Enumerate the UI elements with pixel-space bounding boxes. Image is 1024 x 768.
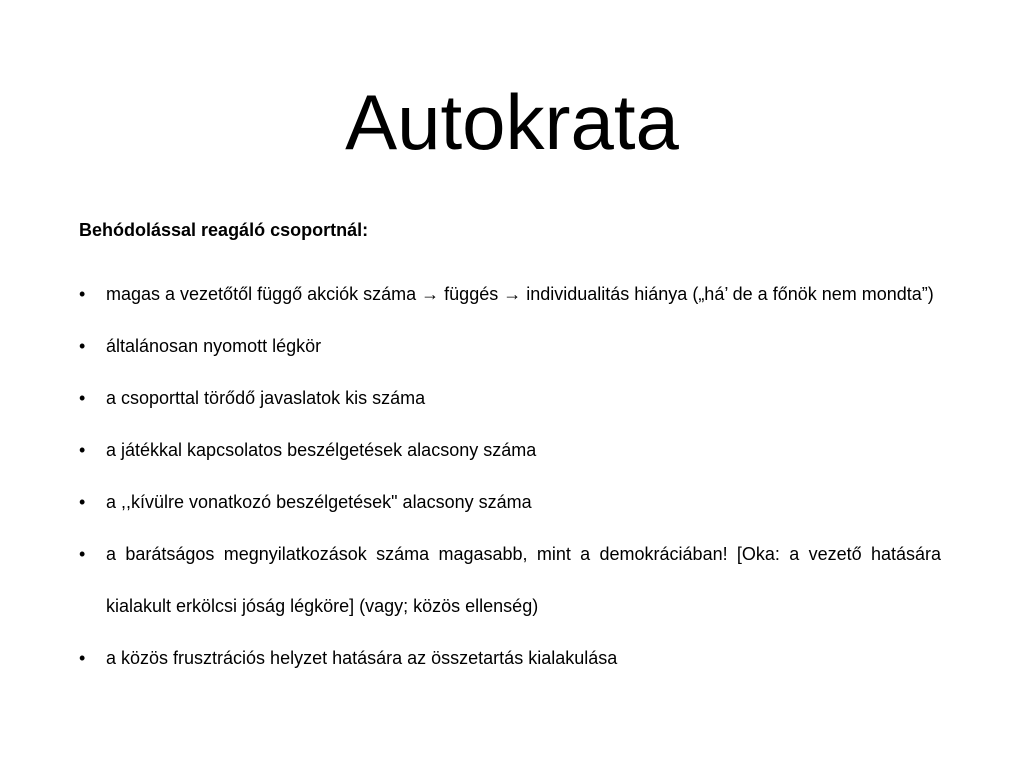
bullet-item-4 bbox=[79, 424, 941, 476]
bullet-point-icon: • bbox=[79, 544, 86, 564]
bullet-point-icon: • bbox=[79, 648, 86, 668]
bullet-text: a játékkal kapcsolatos beszélgetések alacsony száma bbox=[106, 440, 537, 460]
bullet-text: általánosan nyomott légkör bbox=[106, 336, 322, 356]
bullet-item-2 bbox=[79, 320, 941, 372]
bullet-point-icon: • bbox=[79, 388, 86, 408]
slide-subheading: Behódolással reagáló csoportnál: bbox=[79, 220, 369, 240]
bullet-text: magas a vezetőtől függő akciók száma → függés → individualitás hiánya („há’ de a főnök nem mondta”) bbox=[106, 284, 934, 304]
bullet-point-icon: • bbox=[79, 336, 86, 356]
bullet-item-7 bbox=[79, 632, 941, 684]
bullet-list bbox=[79, 268, 941, 684]
bullet-point-icon: • bbox=[79, 440, 86, 460]
slide-title: Autokrata bbox=[345, 78, 679, 166]
bullet-item-3 bbox=[79, 372, 941, 424]
bullet-point-icon: • bbox=[79, 492, 86, 512]
bullet-point-icon: • bbox=[79, 284, 86, 304]
bullet-text: a ,,kívülre vonatkozó beszélgetések" alacsony száma bbox=[106, 492, 532, 512]
bullet-item-6 bbox=[79, 528, 941, 632]
bullet-item-5 bbox=[79, 476, 941, 528]
bullet-text: a csoporttal törődő javaslatok kis száma bbox=[106, 388, 426, 408]
bullet-text: a közös frusztrációs helyzet hatására az összetartás kialakulása bbox=[106, 648, 618, 668]
bullet-text: a barátságos megnyilatkozások száma magasabb, mint a demokráciában! [Oka: a vezető hatására kialakult erkölcsi jóság légköre] (vagy; közös ellenség) bbox=[106, 544, 941, 616]
bullet-item-1 bbox=[79, 268, 941, 320]
